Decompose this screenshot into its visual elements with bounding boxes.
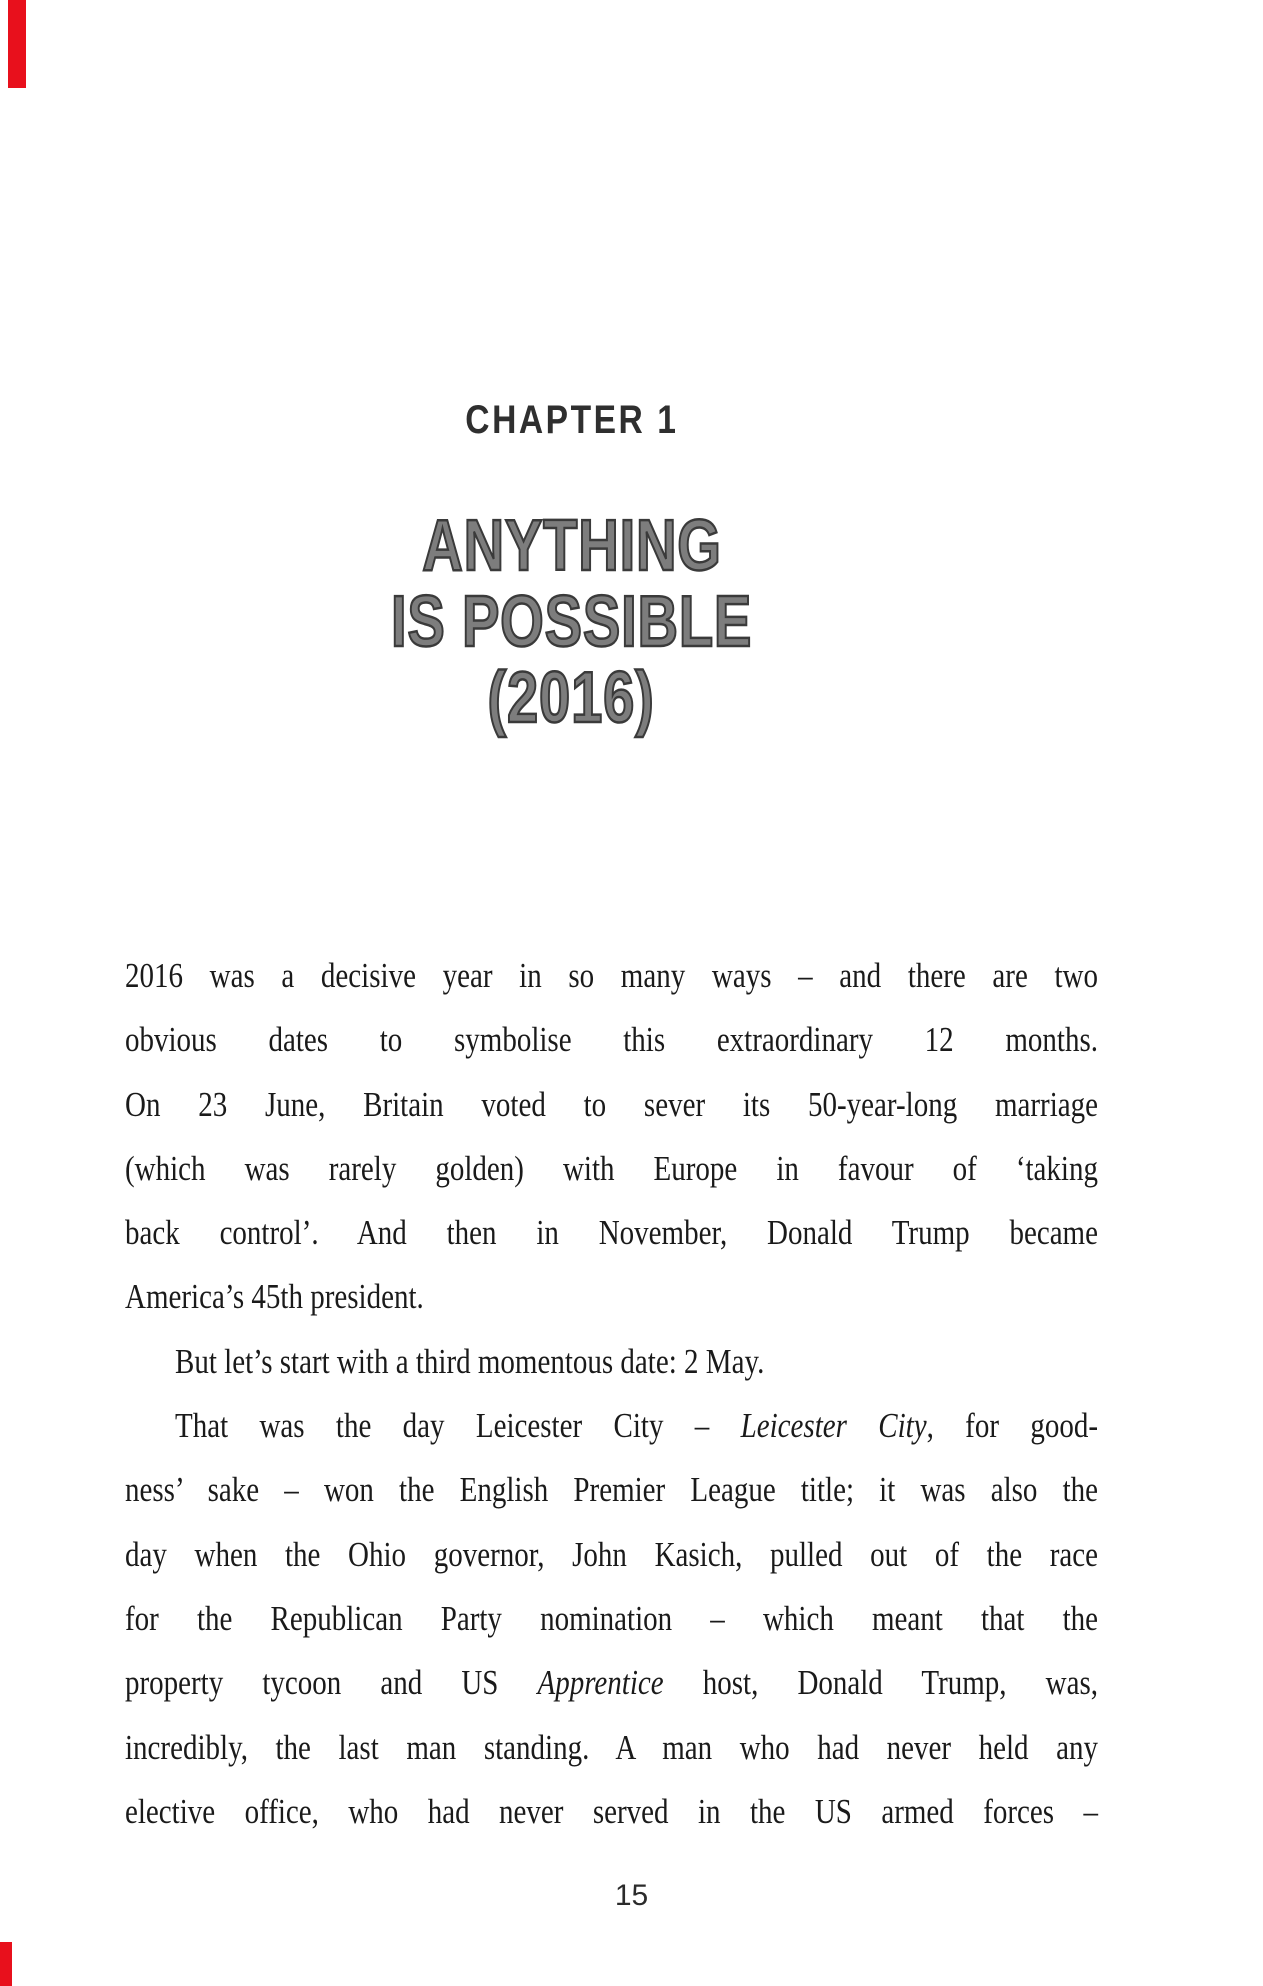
title-line-2 (85, 584, 1058, 660)
body-line-13-text: incredibly, the last man standing. A man who had never held any (125, 1728, 1098, 1768)
page-number: 15 (614, 1879, 649, 1912)
body-line-12-text-b: host, Donald Trump, was, (663, 1663, 1098, 1703)
title-line-3 (85, 660, 1058, 736)
chapter-label (85, 396, 1058, 444)
chapter-title (85, 508, 1058, 736)
body-line-2-text: obvious dates to symbolise this extraordinary 12 months. (125, 1020, 1098, 1060)
chapter-label-text: CHAPTER 1 (464, 398, 679, 442)
title-line-1-text: ANYTHING (421, 506, 722, 586)
body-line-3-text: On 23 June, Britain voted to sever its 50-year-long marriage (125, 1085, 1098, 1125)
body-line-11-text: for the Republican Party nomination – which meant that the (125, 1599, 1098, 1639)
body-line-8-text-a: That was the day Leicester City – (175, 1406, 741, 1446)
scan-artifact-bottom-left (0, 1942, 12, 1986)
body-line-7-text: But let’s start with a third momentous date: 2 May. (175, 1342, 765, 1382)
body-line-14-text: elective office, who had never served in the US armed forces – (125, 1792, 1098, 1832)
body-line-9-text: ness’ sake – won the English Premier League title; it was also the (125, 1470, 1098, 1510)
body-text (125, 944, 1098, 1844)
body-line-6-text: America’s 45th president. (125, 1277, 424, 1317)
body-line-12-text-italic: Apprentice (537, 1663, 664, 1703)
body-line-10-text: day when the Ohio governor, John Kasich, pulled out of the race (125, 1535, 1098, 1575)
body-line-12-text-a: property tycoon and US (125, 1663, 538, 1703)
body-line-1-text: 2016 was a decisive year in so many ways – and there are two (125, 956, 1098, 996)
title-line-2-text: IS POSSIBLE (390, 582, 753, 662)
body-line-8-text-italic: Leicester City (740, 1406, 927, 1446)
body-line-8-text-b: , for good- (926, 1406, 1098, 1446)
body-line-14 (125, 1773, 1098, 1851)
scan-artifact-top-left (8, 0, 26, 88)
title-line-1 (85, 508, 1058, 584)
body-line-5-text: back control’. And then in November, Donald Trump became (125, 1213, 1098, 1253)
body-line-4-text: (which was rarely golden) with Europe in favour of ‘taking (125, 1149, 1098, 1189)
title-line-3-text: (2016) (487, 658, 656, 738)
